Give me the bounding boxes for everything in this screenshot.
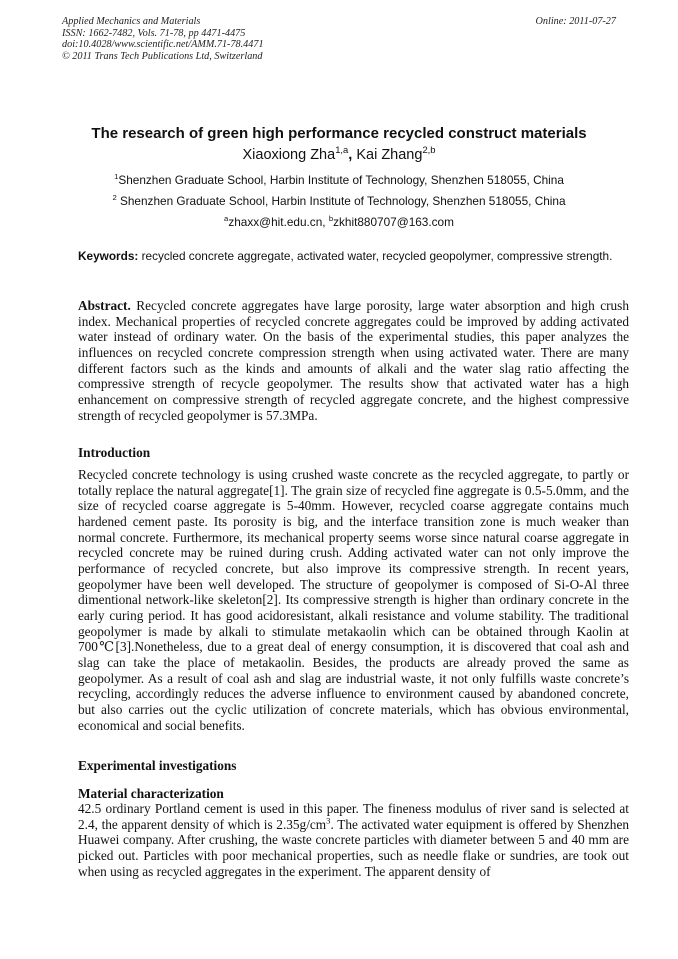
experimental-heading: Experimental investigations bbox=[78, 758, 237, 773]
journal-header bbox=[62, 16, 264, 62]
issn-line: ISSN: 1662-7482, Vols. 71-78, pp 4471-4475 bbox=[62, 27, 246, 39]
material-text-2: . The activated water equipment is offered by Shenzhen Huawei company. After crushing, the waste concrete particles with diameter between 5 and 40 mm are picked out. Particles with poor mechanical properties, such as needle flake or sundries, are took out when using as recycled aggregates in the experiment. The apparent density of bbox=[78, 816, 629, 879]
intro-text-2: [3].Nonetheless, due to a great deal of energy consumption, it is discovered that coal ash and slag can take the place of metakaolin. Besides, the products are already proved the same as geopolymer. As a result of coal ash and slag are industrial waste, it not only fulfills waste concrete’s recycling, accordingly reduces the adverse influence to environment caused by abandoned concrete, but also carries out the cyclic utilization of concrete materials, which has obvious environmental, economical and social benefits. bbox=[78, 639, 629, 733]
introduction-heading: Introduction bbox=[78, 445, 151, 460]
material-text bbox=[78, 801, 629, 879]
affiliation-2 bbox=[0, 194, 678, 208]
email-a-sup: a bbox=[224, 214, 229, 224]
keywords-label: Keywords: bbox=[78, 249, 139, 263]
material-heading: Material characterization bbox=[78, 786, 224, 801]
material-text-1: 42.5 ordinary Portland cement is used in this paper. The fineness modulus of river sand is selected at 2.4, the apparent density of which is 2.35g/cm bbox=[78, 801, 629, 832]
doi-line: doi:10.4028/www.scientific.net/AMM.71-78.4471 bbox=[62, 39, 264, 51]
author-2-sup: 2,b bbox=[422, 144, 436, 156]
email-b: zkhit880707@163.com bbox=[333, 215, 454, 229]
density-unit-sup: 3 bbox=[326, 815, 331, 826]
email-a: zhaxx@hit.edu.cn, bbox=[228, 215, 329, 229]
journal-name: Applied Mechanics and Materials bbox=[62, 16, 201, 27]
author-1-sup: 1,a bbox=[335, 144, 349, 156]
abstract-label: Abstract. bbox=[78, 298, 131, 313]
keywords bbox=[78, 249, 629, 264]
email-line bbox=[0, 215, 678, 229]
intro-temperature: 700℃ bbox=[78, 639, 116, 655]
paper-title: The research of green high performance recycled construct materials bbox=[91, 125, 587, 142]
copyright-line: © 2011 Trans Tech Publications Ltd, Switzerland bbox=[62, 50, 263, 62]
author-line bbox=[0, 144, 678, 163]
affiliation-1-sup: 1 bbox=[114, 172, 119, 182]
introduction-text bbox=[78, 467, 629, 733]
author-2: Kai Zhang bbox=[356, 147, 423, 163]
intro-text-1: Recycled concrete technology is using crushed waste concrete as the recycled aggregate, to partly or totally replace the natural aggregate[1]. The grain size of recycled fine aggregate is 0.5-5.0mm, and the size of recycled coarse aggregate is 5-40mm. However, recycled coarse aggregate contains much hardened cement paste. Its porosity is big, and the interface transition zone is much weaker than normal concrete. Furthermore, its mechanical property seems worse since natural coarse aggregate in recycled concrete may be ruined during crush. Adding activated water can not only improve the performance of recycled concrete, but also improve its compressive strength. In recent years, geopolymer have been well developed. The structure of geopolymer is composed of Si-O-Al three dimentional network-like skeleton[2]. Its compressive strength is higher than ordinary concrete in the early curing period. It has good acidoresistant, alkali resistance and volume stability. The traditional geopolymer is made by alkali to stimulate metakaolin which can be obtained through Kaolin at bbox=[78, 467, 629, 639]
online-date: Online: 2011-07-27 bbox=[535, 16, 616, 27]
keywords-text: recycled concrete aggregate, activated water, recycled geopolymer, compressive strength. bbox=[138, 249, 613, 263]
affiliation-2-sup: 2 bbox=[112, 193, 117, 203]
abstract bbox=[78, 298, 629, 423]
author-1: Xiaoxiong Zha bbox=[242, 147, 336, 163]
affiliation-2-text: Shenzhen Graduate School, Harbin Institute of Technology, Shenzhen 518055, China bbox=[116, 194, 566, 208]
affiliation-1 bbox=[0, 173, 678, 187]
abstract-text: Recycled concrete aggregates have large porosity, large water absorption and high crush index. Mechanical properties of recycled concrete aggregates could be improved by adding activated water instead of ordinary water. On the basis of the experimental studies, this paper analyzes the influences on recycled concrete compression strength when using activated water. There are many different factors such as the kinds and amounts of alkali and the water slag ratio affecting the compressive strength of recycle geopolymer. The results show that activated water has a high enhancement on compressive strength of recycled aggregate concrete, and the highest compressive strength of recycled geopolymer is 57.3MPa. bbox=[78, 298, 629, 423]
author-separator: , bbox=[348, 147, 357, 163]
affiliation-1-text: Shenzhen Graduate School, Harbin Institute of Technology, Shenzhen 518055, China bbox=[118, 173, 564, 187]
email-b-sup: b bbox=[328, 214, 334, 224]
